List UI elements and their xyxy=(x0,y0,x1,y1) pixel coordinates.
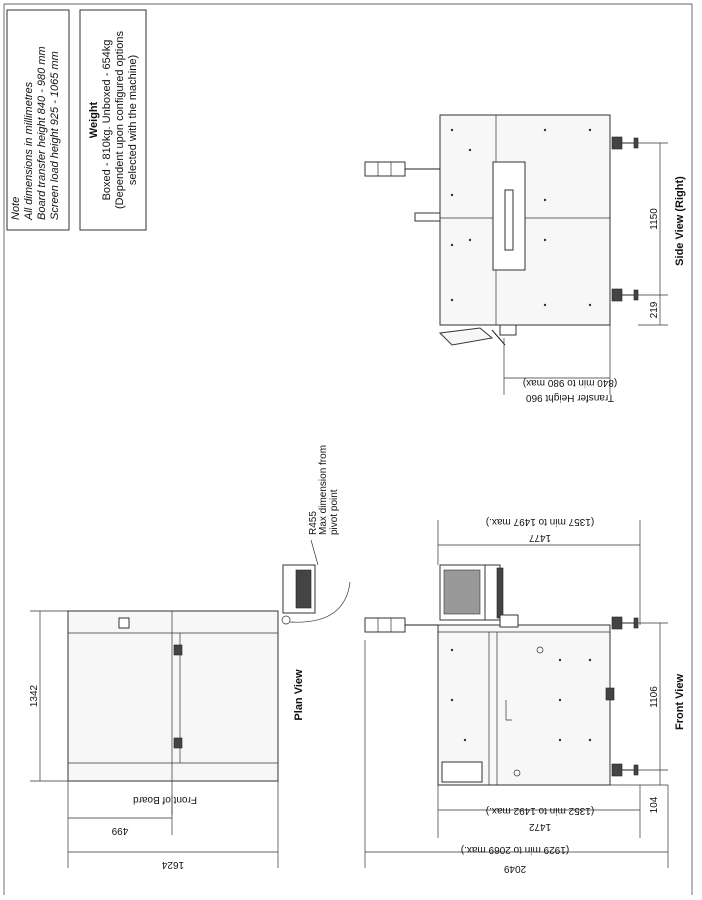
note-box xyxy=(7,10,69,230)
plan-view-body xyxy=(68,611,278,781)
plan-radius-note-1: Max dimension from xyxy=(318,444,329,535)
front-dim-total-width: 2049 xyxy=(503,863,527,874)
front-dim-height: 1106 xyxy=(649,686,660,708)
front-view-drawing xyxy=(365,516,686,874)
weight-line-3: selected with the machine) xyxy=(127,54,139,186)
front-dim-width-range: (1352 min to 1492 max.) xyxy=(485,805,595,816)
front-view-beacon xyxy=(365,618,405,632)
weight-box xyxy=(80,10,146,230)
front-dim-foot: 104 xyxy=(649,796,660,814)
plan-dim-front: 499 xyxy=(111,825,129,836)
side-transfer-height: Transfer Height 960 xyxy=(525,392,615,403)
front-view-label: Front View xyxy=(674,673,686,731)
front-dim-width: 1472 xyxy=(528,821,552,832)
plan-radius-note-2: pivot point xyxy=(329,489,340,535)
side-view-feet xyxy=(612,137,638,301)
side-view-drawing xyxy=(365,115,686,403)
front-dim-total-range: (1929 min to 2069 max.) xyxy=(460,844,570,855)
plan-dim-depth: 1342 xyxy=(29,684,40,708)
weight-title: Weight xyxy=(88,101,100,139)
plan-view-drawing xyxy=(29,445,350,870)
note-line-3: Screen load height 925 - 1065 mm xyxy=(49,51,61,220)
plan-front-label: Front of Board xyxy=(133,794,197,805)
weight-line-1: Boxed - 810kg. Unboxed - 654kg xyxy=(101,39,113,201)
front-dim-top-range: (1357 min to 1497 max.) xyxy=(485,516,595,527)
front-view-feet xyxy=(606,617,638,776)
side-dim-foot: 219 xyxy=(649,301,660,319)
plan-view-label: Plan View xyxy=(293,669,305,721)
side-transfer-range: (840 min to 980 max) xyxy=(522,377,618,388)
plan-dim-width: 1624 xyxy=(161,859,185,870)
side-view-label: Side View (Right) xyxy=(674,176,686,266)
note-line-1: All dimensions in millimetres xyxy=(23,81,35,220)
front-view-body xyxy=(438,625,610,785)
note-line-2: Board transfer height 840 - 980 mm xyxy=(36,46,48,220)
plan-radius: R455 xyxy=(308,511,319,535)
side-dim-height: 1150 xyxy=(649,208,660,230)
side-view-beacon xyxy=(365,162,405,176)
weight-line-2: (Dependent upon configured options xyxy=(114,31,126,209)
note-title: Note xyxy=(10,196,22,220)
front-dim-top: 1477 xyxy=(528,532,552,543)
